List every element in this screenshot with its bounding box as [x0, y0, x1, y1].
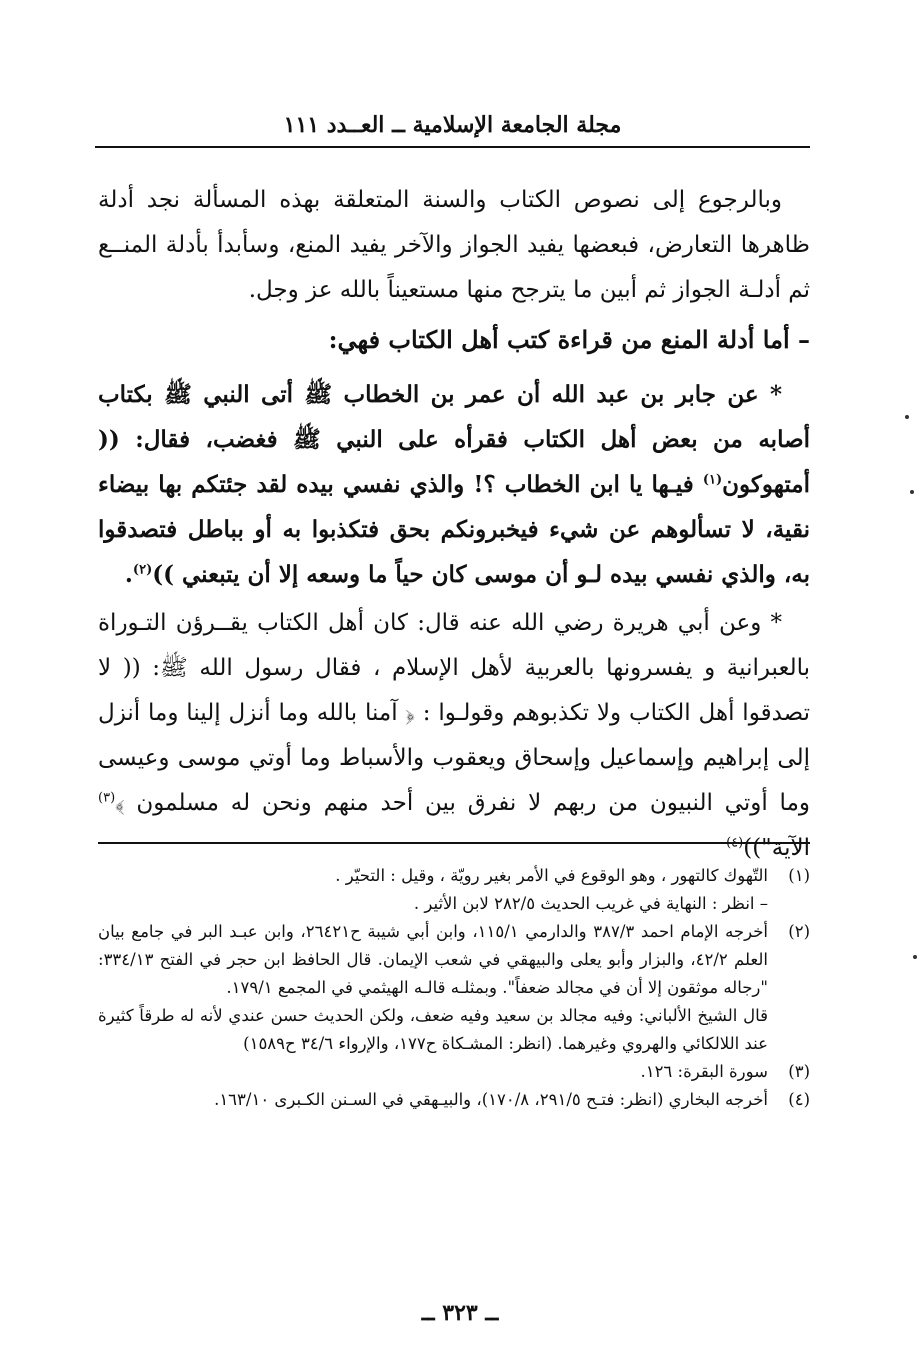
footnote-text: التّهوك كالتهور ، وهو الوقوع في الأمر بغير رويّة ، وقيل : التحيّر . [335, 866, 768, 885]
footnote-separator [98, 842, 810, 844]
running-header: مجلة الجامعة الإسلامية ــ العــدد ١١١ [95, 112, 810, 148]
footnote-4 [98, 1086, 810, 1114]
hadith-jabir-text-a: * عن جابر بن عبد الله أن عمر بن الخطاب ﷺ أتى النبي ﷺ بكتاب أصابه من بعض أهل الكتاب فقرأه على النبي ﷺ فغضب، فقال: (( أمتهوكون [98, 381, 810, 498]
hadith-abu-hurayra-paragraph [98, 601, 810, 871]
footnote-number: (٢) [788, 922, 810, 941]
footnote-number: (٤) [788, 1090, 810, 1109]
hadith-jabir-text-b: فيـها يا ابن الخطاب ؟! والذي نفسي بيده لقد جئتكم بها بيضاء نقية، لا تسألوهم عن شيء فيخبرونكم بحق فتكذبوا به أو بباطل فتصدقوا به، والذي نفسي بيده لـو أن موسى كان حياً ما وسعه إلا أن يتبعني )) [98, 471, 810, 588]
footnote-text: أخرجه البخاري (انظر: فتـح ٢٩١/٥، ١٧٠/٨)، والبيـهقي في السـنن الكـبرى ١٦٣/١٠. [214, 1090, 768, 1109]
scan-speck [913, 955, 917, 959]
main-text [98, 178, 810, 875]
scan-speck [905, 415, 909, 419]
hadith-jabir-end: . [124, 561, 133, 588]
footnote-text: أخرجه الإمام احمد ٣٨٧/٣ والدارمي ١١٥/١، وابن أبي شيبة ح٢٦٤٢١، وابن عبـد البر في جامع بيان العلم ٤٢/٢، والبزار وأبو يعلى والبيهقي في شعب الإيمان. قال الحافظ ابن حجر في الفتح ٣٣٤/١٣: "رجاله موثقون إلا أن في مجالد ضعفاً". وبمثلـه قالـه الهيثمي في المجمع ١٧٩/١. [98, 922, 769, 997]
intro-paragraph: وبالرجوع إلى نصوص الكتاب والسنة المتعلقة بهذه المسألة نجد أدلة ظاهرها التعارض، فبعضها يفيد الجواز والآخر يفيد المنع، وسأبدأ بأدلة المنــع ثم أدلـة الجواز ثم أبين ما يترجح منها مستعيناً بالله عز وجل. [98, 187, 810, 303]
hadith-abu-hurayra-text-a: * وعن أبي هريرة رضي الله عنه قال: كان أهل الكتاب يقــرؤن التـوراة بالعبرانية و يفسرونها بالعربية لأهل الإسلام ، فقال رسول الله ﷺ: (( لا تصدقوا أهل الكتاب ولا تكذبوهم وقولـوا : ﴿ آمنا بالله وما أنزل إلينا وما أنزل إلى إبراهيم وإسماعيل وإسحاق ويعقوب والأسباط وما أوتي موسى وعيسى وما أوتي النبيون من ربهم لا نفرق بين أحد منهم ونحن له مسلمون ﴾ [98, 610, 810, 816]
footnote-1 [98, 862, 810, 918]
footnote-text: – انظر : النهاية في غريب الحديث ٢٨٢/٥ لابن الأثير . [413, 894, 768, 913]
footnote-ref-3[interactable]: (٣) [98, 790, 116, 806]
footnote-ref-1[interactable]: (١) [702, 472, 723, 488]
section-heading: – أما أدلة المنع من قراءة كتب أهل الكتاب فهي: [328, 325, 810, 354]
footnote-text: سورة البقرة: ١٢٦. [640, 1062, 768, 1081]
footnote-ref-2[interactable]: (٢) [132, 562, 153, 578]
footnote-ref-4[interactable]: (٤) [726, 835, 744, 851]
hadith-jabir-paragraph [98, 372, 810, 597]
hadith-abu-hurayra-text-b: الآية")) [743, 835, 810, 861]
footnotes [98, 862, 810, 1114]
scan-speck [910, 490, 914, 494]
page-number: ــ ٣٢٣ ــ [421, 1300, 499, 1326]
footnote-2 [98, 918, 810, 1058]
footnote-text: قال الشيخ الألباني: وفيه مجالد بن سعيد وفيه ضعف، ولكن الحديث حسن عندي لأنه له طرقاً كثيرة عند اللالكائي والهروي وغيرهما. (انظر: المشـكاة ح١٧٧، والإرواء ٣٤/٦ ح١٥٨٩) [98, 1006, 768, 1053]
footnote-number: (١) [788, 866, 810, 885]
footnote-3 [98, 1058, 810, 1086]
footnote-number: (٣) [788, 1062, 810, 1081]
